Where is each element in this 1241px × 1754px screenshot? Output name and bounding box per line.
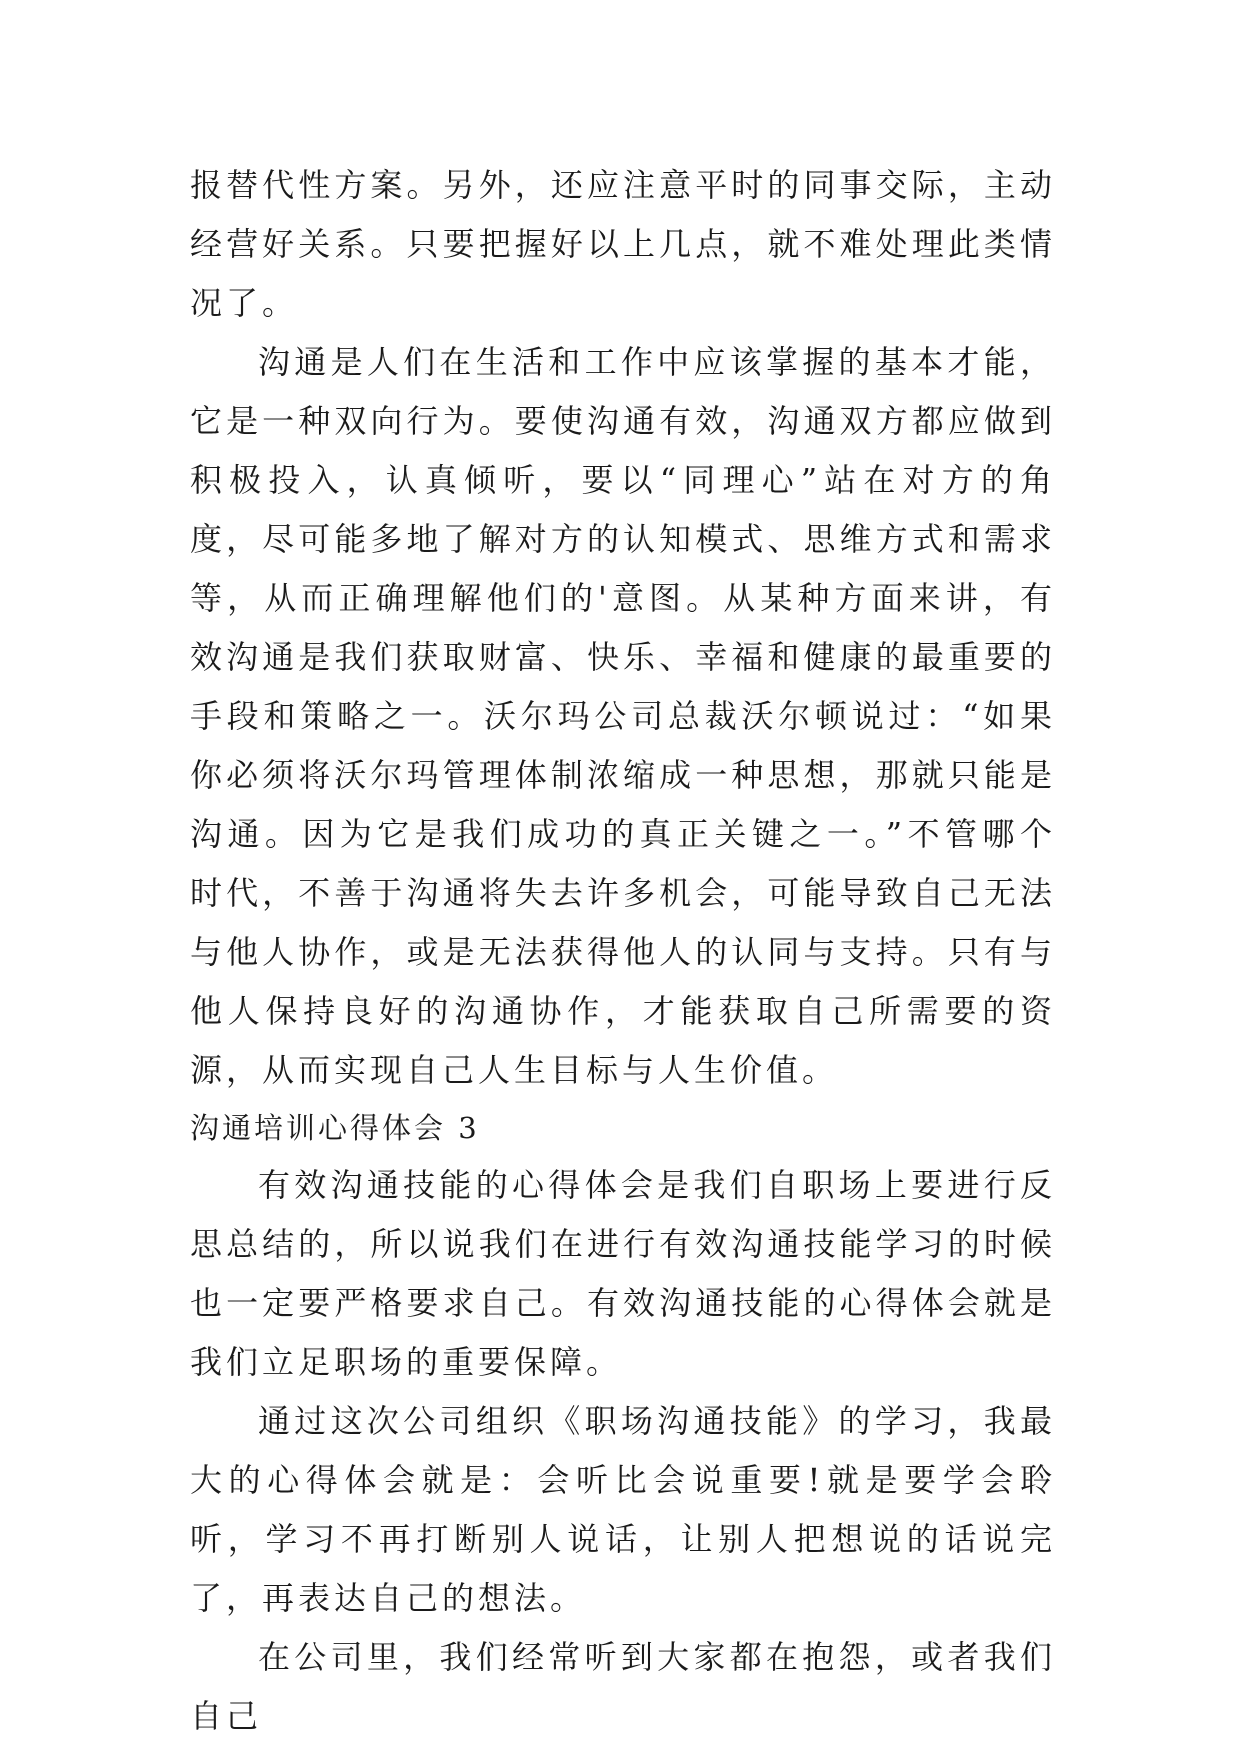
paragraph-complaints: 在公司里，我们经常听到大家都在抱怨，或者我们自己 (190, 1638, 1056, 1735)
paragraph-listening: 通过这次公司组织《职场沟通技能》的学习，我最大的心得体会就是：会听比会说重要!就是要学会聆听，学习不再打断别人说话，让别人把想说的话说完了，再表达自己的想法。 (190, 1402, 1056, 1617)
paragraph-communication: 沟通是人们在生活和工作中应该掌握的基本才能，它是一种双向行为。要使沟通有效，沟通双方都应做到积极投入，认真倾听，要以“同理心”站在对方的角度，尽可能多地了解对方的认知模式、思维方式和需求等，从而正确理解他们的'意图。从某种方面来讲，有效沟通是我们获取财富、快乐、幸福和健康的最重要的手段和策略之一。沃尔玛公司总裁沃尔顿说过：“如果你必须将沃尔玛管理体制浓缩成一种思想，那就只能是沟通。因为它是我们成功的真正关键之一。”不管哪个时代，不善于沟通将失去许多机会，可能导致自己无法与他人协作，或是无法获得他人的认同与支持。只有与他人保持良好的沟通协作，才能获取自己所需要的资源，从而实现自己人生目标与人生价值。 (190, 343, 1056, 1089)
paragraph-continuation: 报替代性方案。另外，还应注意平时的同事交际，主动经营好关系。只要把握好以上几点，就不难处理此类情况了。 (190, 166, 1056, 322)
document-body (190, 156, 1056, 1746)
paragraph-effective-skills: 有效沟通技能的心得体会是我们自职场上要进行反思总结的，所以说我们在进行有效沟通技能学习的时候也一定要严格要求自己。有效沟通技能的心得体会就是我们立足职场的重要保障。 (190, 1166, 1056, 1381)
section-heading: 沟通培训心得体会 3 (190, 1111, 480, 1145)
